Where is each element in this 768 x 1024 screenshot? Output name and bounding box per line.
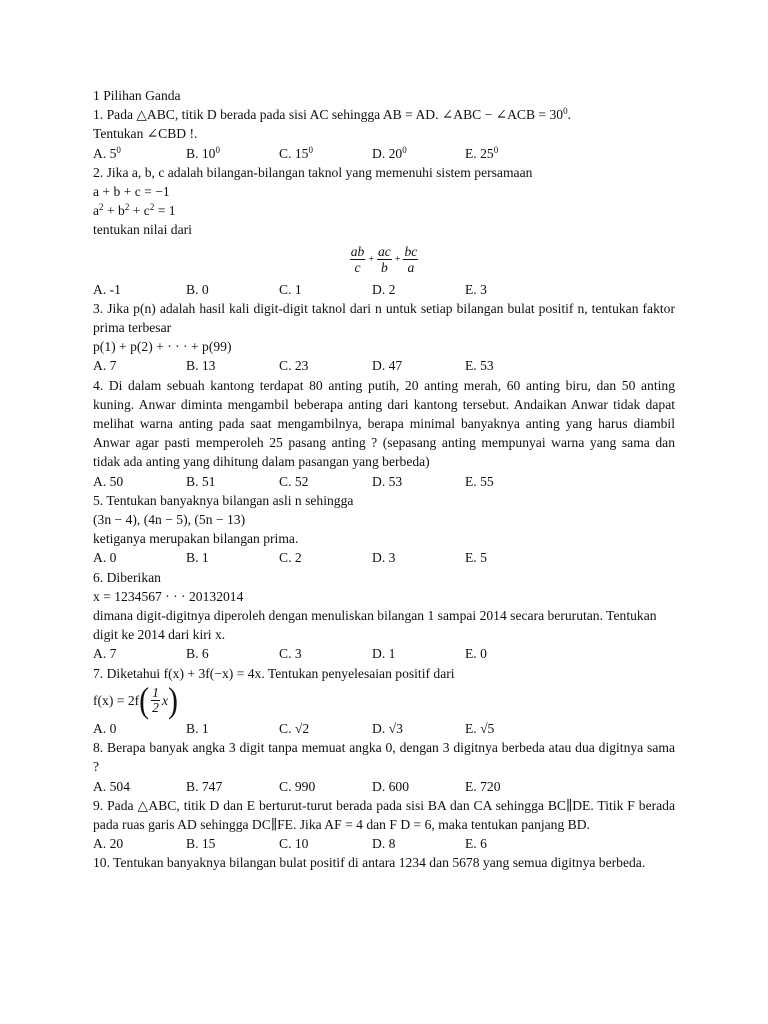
option-c[interactable]: C. 3 [279, 646, 302, 662]
section-heading: 1 Pilihan Ganda [93, 88, 181, 103]
option-label: E. 25 [465, 145, 494, 161]
question-5-options [93, 548, 675, 567]
option-d[interactable]: D. 47 [372, 358, 403, 374]
option-b[interactable]: B. 747 [186, 778, 223, 794]
option-c[interactable]: C. 1 [279, 281, 302, 297]
question-6-description: dimana digit-digitnya diperoleh dengan menuliskan bilangan 1 sampai 2014 secara berurutan. Tentukan digit ke 2014 dari kiri x. [93, 608, 657, 643]
denominator: b [380, 260, 388, 276]
degree-mark: 0 [563, 106, 568, 117]
option-a[interactable]: A. 0 [93, 720, 117, 736]
question-3-options [93, 356, 675, 375]
question-5-text: 5. Tentukan banyaknya bilangan asli n sehingga [93, 492, 354, 508]
denominator: 2 [152, 700, 159, 716]
option-d[interactable]: D. 53 [372, 473, 403, 489]
option-c[interactable]: C. √2 [279, 720, 310, 736]
question-6-options [93, 644, 675, 663]
question-9-text: 9. Pada △ABC, titik D dan E berturut-turut berada pada sisi BA dan CA sehingga BC∥DE. Titik F berada pada ruas garis AD sehingga DC∥FE. Jika AF = 4 dan F D = 6, maka tentukan panjang BD. [93, 797, 675, 832]
eq-term: + c [129, 203, 150, 219]
degree-mark: 0 [116, 144, 121, 155]
question-1-tail: . [567, 107, 571, 123]
question-8-text: 8. Berapa banyak angka 3 digit tanpa memuat angka 0, dengan 3 digitnya berbeda atau dua digitnya sama ? [93, 740, 675, 775]
option-c[interactable] [279, 144, 372, 163]
option-d[interactable]: D. 8 [372, 836, 396, 852]
option-label: B. 10 [186, 145, 216, 161]
plus-sign: + [368, 254, 374, 266]
option-e[interactable]: E. 53 [465, 358, 494, 374]
question-5-condition: ketiganya merupakan bilangan prima. [93, 531, 299, 547]
equation-2 [93, 201, 675, 220]
option-a[interactable]: A. 20 [93, 836, 124, 852]
option-b[interactable] [186, 144, 279, 163]
option-label: A. 5 [93, 145, 117, 161]
question-3-expression: p(1) + p(2) + · · · + p(99) [93, 339, 232, 355]
option-a[interactable]: A. -1 [93, 281, 121, 297]
question-10-text: 10. Tentukan banyaknya bilangan bulat positif di antara 1234 dan 5678 yang semua digitnya berbeda. [93, 855, 646, 871]
option-e[interactable]: E. √5 [465, 720, 495, 736]
option-c[interactable]: C. 52 [279, 473, 309, 489]
option-b[interactable]: B. 13 [186, 358, 216, 374]
option-b[interactable]: B. 1 [186, 720, 209, 736]
question-2-prompt: tentukan nilai dari [93, 222, 192, 238]
variable: x [161, 693, 169, 709]
question-7-equation [93, 680, 675, 721]
degree-mark: 0 [493, 144, 499, 155]
option-e[interactable]: E. 5 [465, 550, 487, 566]
option-e[interactable]: E. 55 [465, 473, 494, 489]
question-2-text: 2. Jika a, b, c adalah bilangan-bilangan taknol yang memenuhi sistem persamaan [93, 164, 533, 180]
question-3-text: 3. Jika p(n) adalah hasil kali digit-digit taknol dari n untuk setiap bilangan bulat positif n, tentukan faktor prima terbesar [93, 300, 675, 336]
question-2-options [93, 280, 675, 299]
question-6-expression: x = 1234567 · · · 20132014 [93, 588, 244, 604]
fraction [350, 244, 366, 275]
option-b[interactable]: B. 15 [186, 836, 216, 852]
question-1-options [93, 144, 675, 163]
question-9-options [93, 834, 675, 853]
option-d[interactable] [372, 144, 465, 163]
degree-mark: 0 [308, 144, 313, 155]
option-e[interactable]: E. 720 [465, 778, 501, 794]
option-e[interactable]: E. 6 [465, 836, 487, 852]
right-paren: ) [168, 680, 179, 721]
option-a[interactable]: A. 50 [93, 473, 124, 489]
square-mark: 2 [99, 202, 104, 213]
option-d[interactable]: D. 3 [372, 550, 396, 566]
denominator: a [407, 260, 415, 276]
option-b[interactable]: B. 51 [186, 473, 216, 489]
question-1-body: 1. Pada △ABC, titik D berada pada sisi AC sehingga AB = AD. ∠ABC − ∠ACB = 30 [93, 107, 564, 123]
option-label: C. 15 [279, 145, 309, 161]
equation-1: a + b + c = −1 [93, 184, 170, 200]
fraction-expression [93, 240, 675, 280]
question-7-options [93, 719, 675, 738]
eq-term: + b [103, 203, 125, 219]
numerator: ac [377, 244, 391, 260]
question-7-text: 7. Diketahui f(x) + 3f(−x) = 4x. Tentukan penyelesaian positif dari [93, 665, 455, 681]
option-d[interactable]: D. 600 [372, 778, 410, 794]
degree-mark: 0 [402, 144, 407, 155]
plus-sign: + [394, 254, 401, 266]
option-b[interactable]: B. 0 [186, 281, 209, 297]
denominator: c [354, 260, 361, 276]
option-b[interactable]: B. 6 [186, 646, 209, 662]
option-d[interactable]: D. 1 [372, 646, 396, 662]
option-e[interactable]: E. 3 [465, 281, 487, 297]
numerator: ab [350, 244, 365, 260]
degree-mark: 0 [215, 144, 220, 155]
option-e[interactable] [465, 144, 558, 163]
option-a[interactable]: A. 7 [93, 646, 117, 662]
option-c[interactable]: C. 23 [279, 358, 309, 374]
eq-term: a [93, 203, 100, 219]
question-1-text [93, 105, 675, 124]
option-c[interactable]: C. 2 [279, 550, 302, 566]
question-4-text: 4. Di dalam sebuah kantong terdapat 80 anting putih, 20 anting merah, 60 anting biru, dan 50 anting kuning. Anwar diminta mengambil beberapa anting dari kantong tersebut. Andaikan Anwar tidak dapat melihat warna anting pada saat mengambilnya, berapa minimal banyaknya anting yang harus diambil Anwar agar pasti memperoleh 25 pasang anting ? (sepasang anting mempunyai warna yang sama dan tidak ada anting yang dihitung dalam pasangan yang berbeda) [93, 377, 675, 470]
option-c[interactable]: C. 990 [279, 778, 316, 794]
square-mark: 2 [149, 202, 155, 213]
fraction [403, 244, 418, 275]
question-6-text: 6. Diberikan [93, 569, 161, 585]
numerator: bc [404, 244, 418, 260]
question-5-expression: (3n − 4), (4n − 5), (5n − 13) [93, 512, 246, 528]
question-1-line2: Tentukan ∠CBD !. [93, 126, 198, 142]
option-c[interactable]: C. 10 [279, 836, 309, 852]
question-8-options [93, 777, 675, 796]
fraction [151, 686, 160, 715]
option-a[interactable]: A. 7 [93, 358, 117, 374]
question-4-options [93, 472, 675, 491]
option-b[interactable]: B. 1 [186, 550, 209, 566]
option-a[interactable] [93, 144, 186, 163]
square-mark: 2 [124, 202, 130, 213]
option-a[interactable]: A. 504 [93, 778, 131, 794]
option-d[interactable]: D. √3 [372, 720, 403, 736]
numerator: 1 [152, 685, 159, 701]
option-e[interactable]: E. 0 [465, 646, 487, 662]
option-label: D. 20 [372, 145, 403, 161]
left-paren: ( [139, 680, 150, 721]
fraction [377, 244, 392, 275]
option-d[interactable]: D. 2 [372, 281, 396, 297]
document-page [93, 86, 675, 873]
option-a[interactable]: A. 0 [93, 550, 117, 566]
eq-term: = 1 [154, 203, 176, 219]
equation-lhs: f(x) = 2f [93, 693, 140, 709]
